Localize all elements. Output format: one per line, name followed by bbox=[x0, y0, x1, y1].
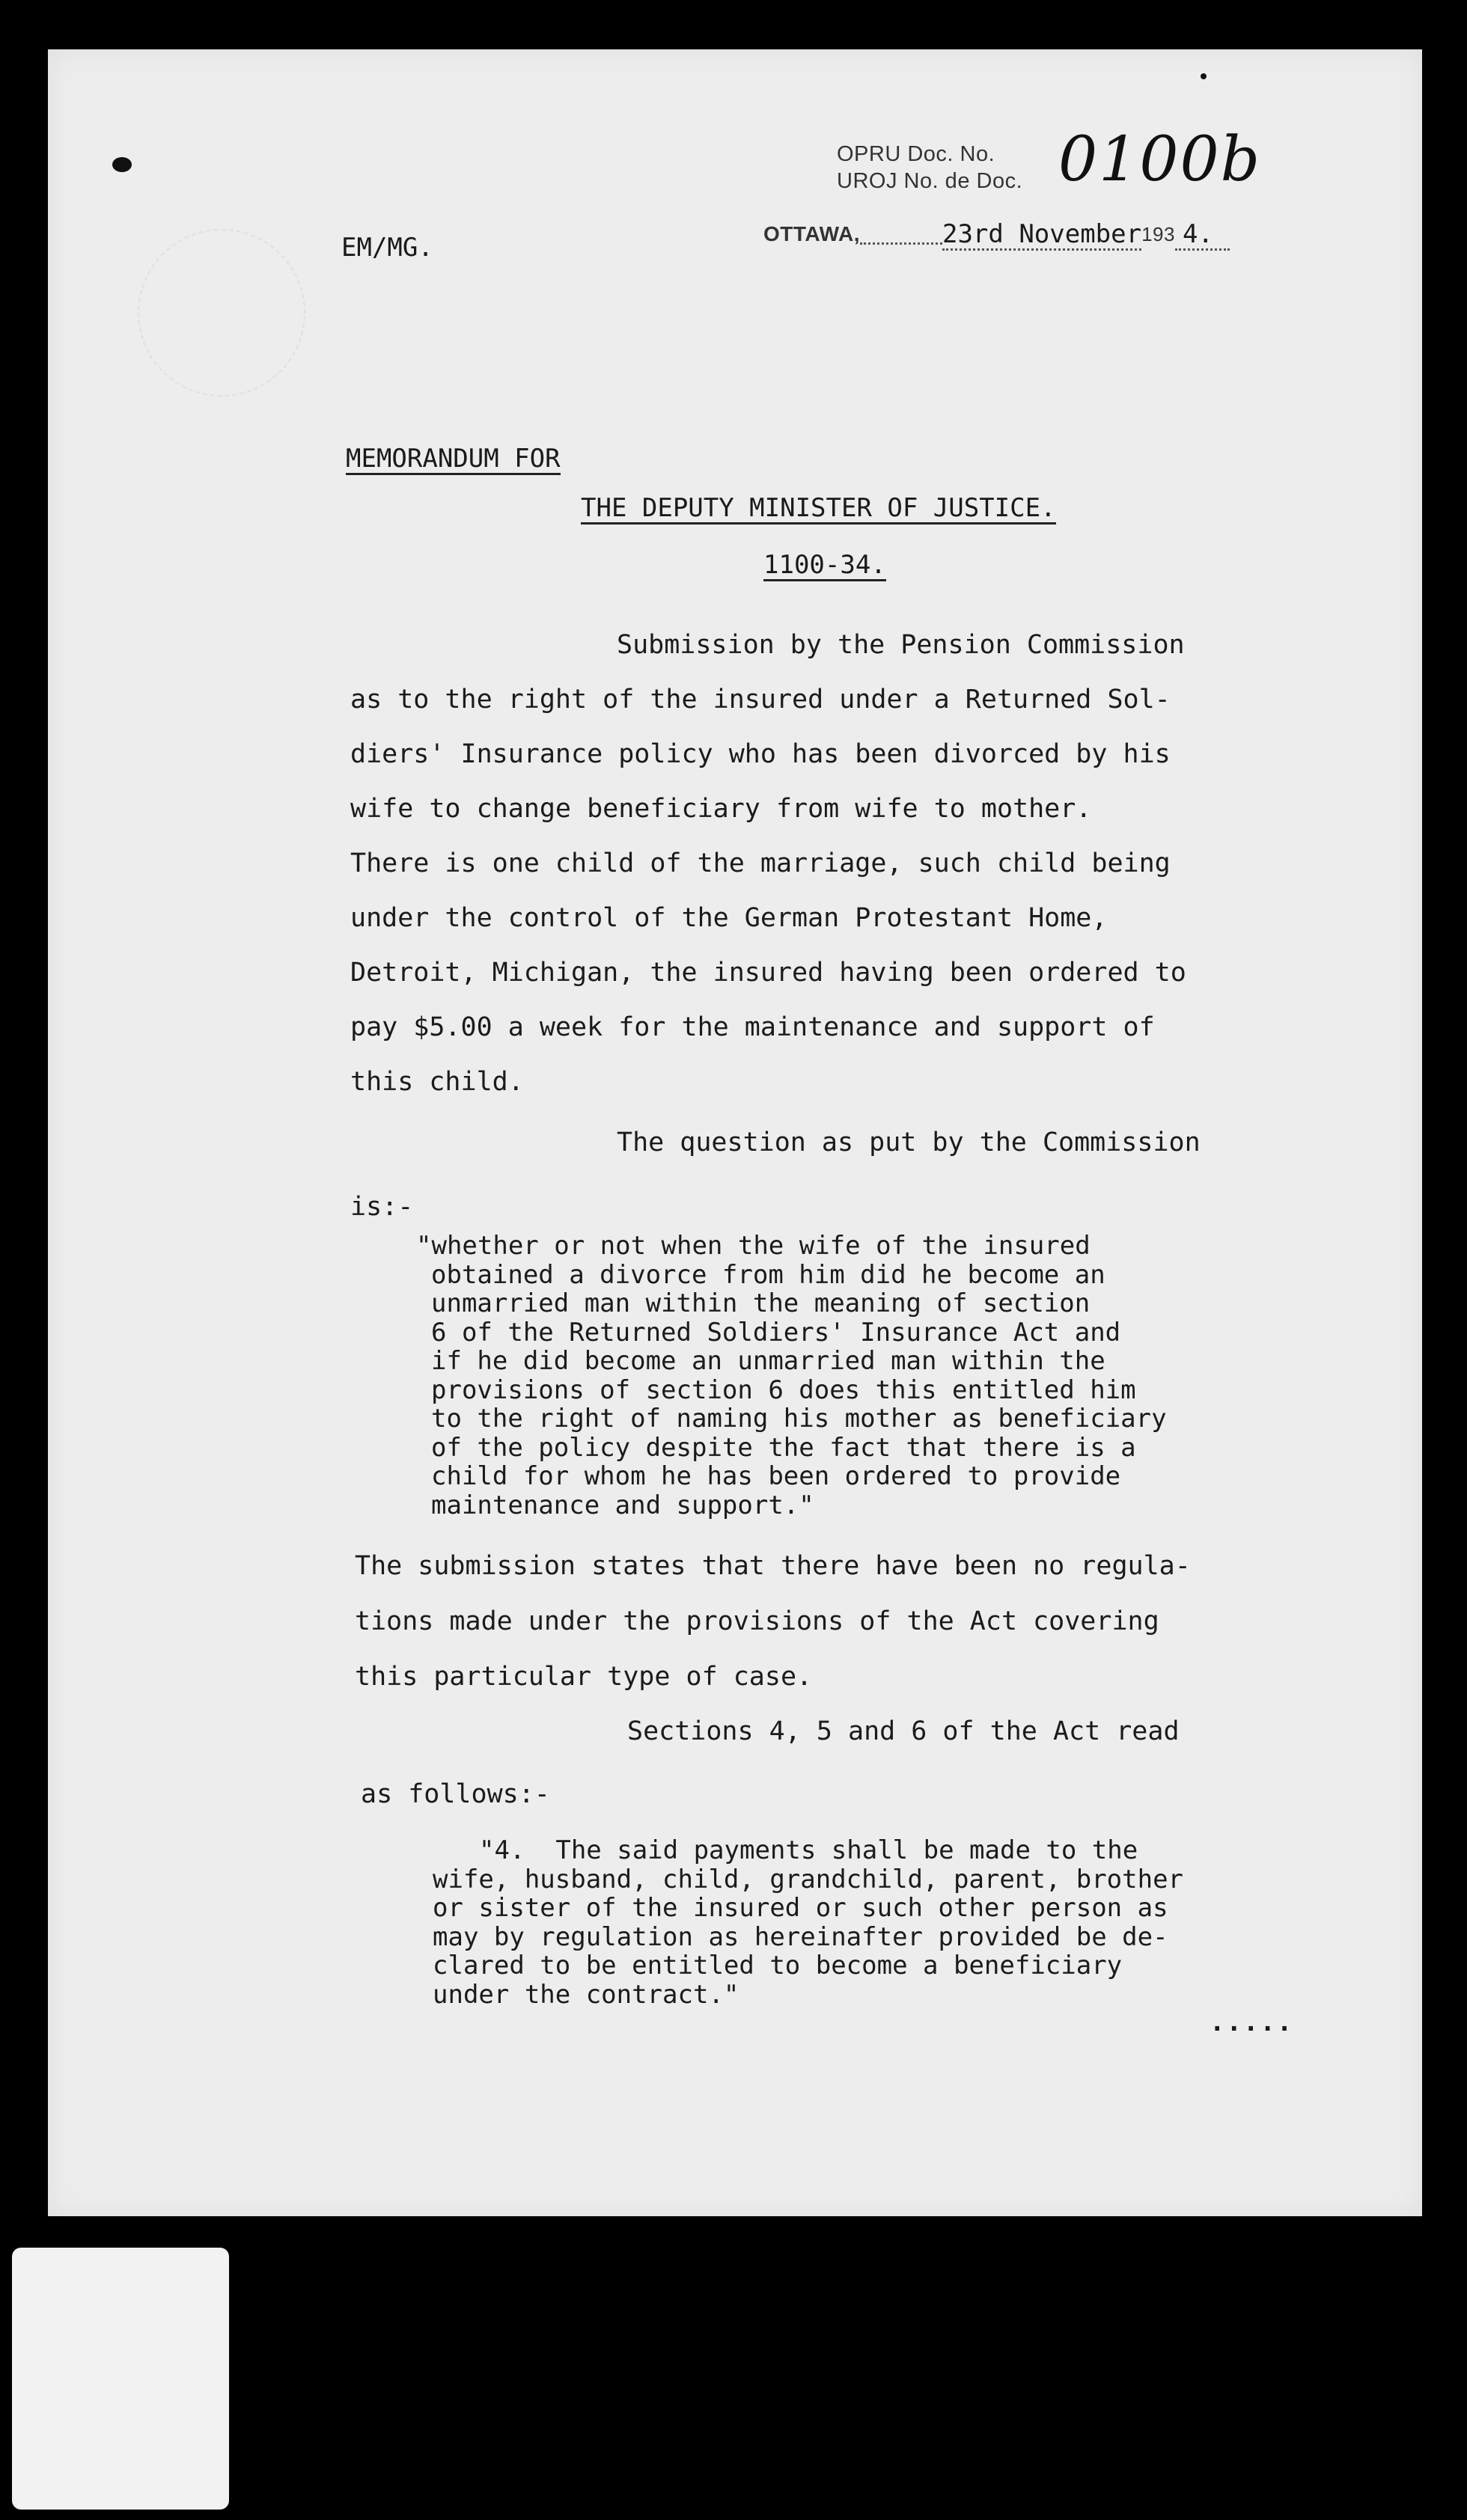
text-line: diers' Insurance policy who has been divorced by his bbox=[350, 739, 1171, 769]
ink-smudge bbox=[112, 157, 132, 172]
doc-label-fr: UROJ No. de Doc. bbox=[837, 169, 1023, 193]
text-line: this child. bbox=[350, 1067, 524, 1097]
quote-line: 6 of the Returned Soldiers' Insurance Act and bbox=[431, 1317, 1121, 1348]
paragraph-2 bbox=[350, 1110, 1323, 1239]
date-dots bbox=[860, 238, 942, 245]
quote-line: or sister of the insured or such other person as bbox=[433, 1893, 1168, 1923]
quote-line: may by regulation as hereinafter provided be de- bbox=[433, 1921, 1168, 1952]
text-line: under the control of the German Protestant Home, bbox=[350, 903, 1108, 933]
quote-line: clared to be entitled to become a beneficiary bbox=[433, 1951, 1123, 1981]
text-line: as follows:- bbox=[361, 1779, 550, 1809]
quote-line: to the right of naming his mother as beneficiary bbox=[431, 1404, 1167, 1434]
text-line: The submission states that there have been no regula- bbox=[355, 1551, 1191, 1581]
quote-line: if he did become an unmarried man within the bbox=[431, 1346, 1105, 1376]
memorandum-for: MEMORANDUM FOR bbox=[346, 444, 561, 474]
text-line: The question as put by the Commission bbox=[617, 1128, 1201, 1157]
quote-line: "whether or not when the wife of the insured bbox=[416, 1231, 1091, 1261]
text-line: wife to change beneficiary from wife to mother. bbox=[350, 794, 1092, 824]
paragraph-3 bbox=[355, 1538, 1328, 1704]
ink-dot bbox=[1201, 73, 1207, 79]
place-label: OTTAWA, bbox=[763, 222, 860, 245]
doc-number-handwritten: 0100b bbox=[1058, 124, 1262, 195]
initials: EM/MG. bbox=[341, 233, 433, 263]
text-line: Submission by the Pension Commission bbox=[617, 630, 1185, 660]
text-line: pay $5.00 a week for the maintenance and support of bbox=[350, 1012, 1155, 1042]
text-line: There is one child of the marriage, such child being bbox=[350, 848, 1171, 878]
year-prefix: 193 bbox=[1141, 223, 1175, 245]
quote-line: under the contract." bbox=[433, 1979, 739, 2010]
text-line: tions made under the provisions of the Act covering bbox=[355, 1606, 1159, 1636]
quote-line: maintenance and support." bbox=[431, 1490, 814, 1520]
date-day-month: 23rd November bbox=[942, 219, 1142, 249]
document-page bbox=[48, 49, 1422, 2216]
quotation-1 bbox=[416, 1232, 1167, 1520]
quote-line: child for whom he has been ordered to provide bbox=[431, 1461, 1121, 1491]
quote-line: wife, husband, child, grandchild, parent, brother bbox=[433, 1864, 1184, 1894]
quote-line: provisions of section 6 does this entitled him bbox=[431, 1374, 1136, 1405]
paragraph-1 bbox=[350, 618, 1323, 1110]
quote-line: obtained a divorce from him did he become an bbox=[431, 1259, 1105, 1290]
text-line: is:- bbox=[350, 1192, 414, 1222]
text-line: Sections 4, 5 and 6 of the Act read bbox=[627, 1716, 1180, 1746]
quotation-2 bbox=[433, 1836, 1183, 2009]
paragraph-4 bbox=[361, 1700, 1334, 1826]
archive-tag bbox=[12, 2248, 229, 2510]
quote-line: unmarried man within the meaning of section bbox=[431, 1288, 1091, 1318]
quote-line: of the policy despite the fact that there is a bbox=[431, 1432, 1136, 1463]
continuation-dots: ..... bbox=[1210, 2007, 1294, 2037]
recipient: THE DEPUTY MINISTER OF JUSTICE. bbox=[581, 493, 1056, 523]
date-line bbox=[763, 221, 1230, 251]
quote-line: "4. The said payments shall be made to the bbox=[479, 1835, 1138, 1865]
doc-label-en: OPRU Doc. No. bbox=[837, 142, 995, 166]
text-line: this particular type of case. bbox=[355, 1662, 813, 1692]
faint-seal-mark bbox=[138, 229, 305, 397]
text-line: Detroit, Michigan, the insured having been ordered to bbox=[350, 958, 1186, 988]
year-suffix: 4. bbox=[1175, 221, 1230, 251]
text-line: as to the right of the insured under a Returned Sol- bbox=[350, 685, 1171, 715]
file-number: 1100-34. bbox=[763, 550, 886, 580]
